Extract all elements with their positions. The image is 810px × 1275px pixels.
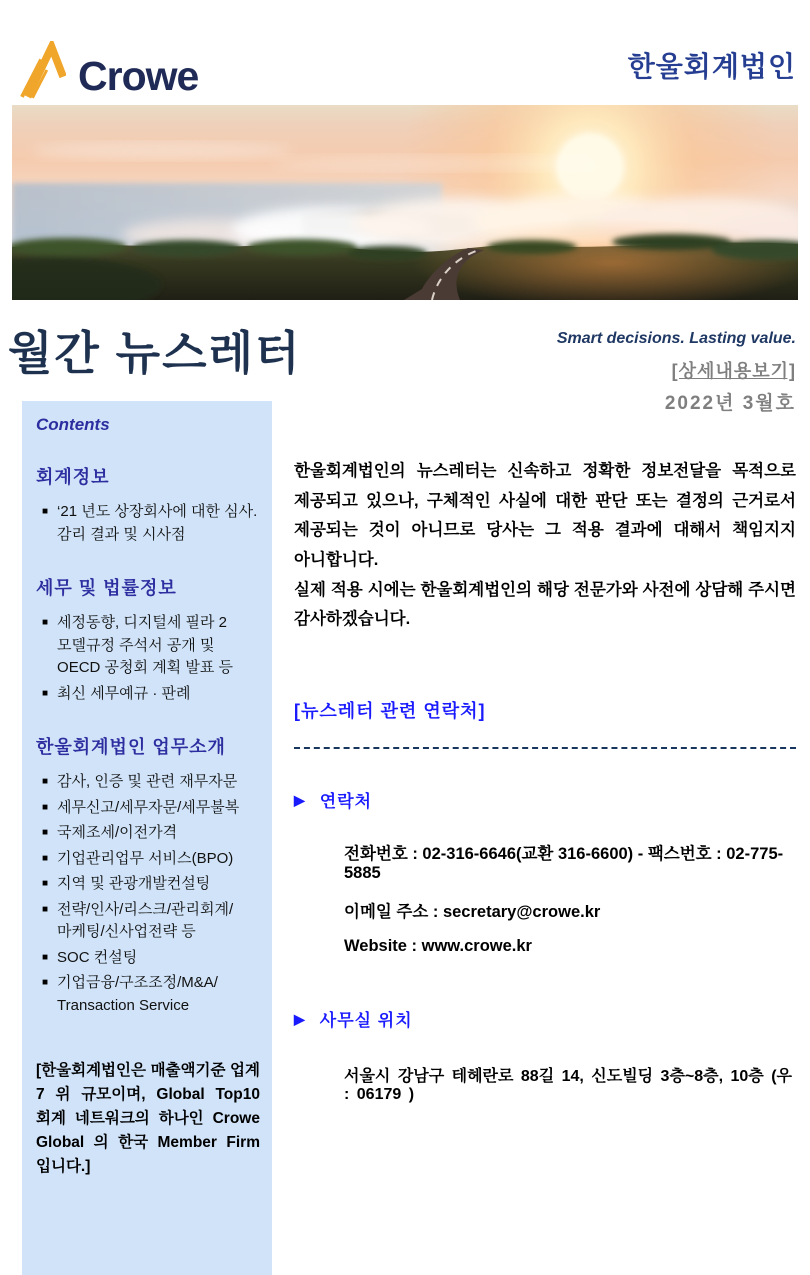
- square-bullet-icon: ■: [42, 801, 49, 813]
- list-item[interactable]: [42, 501, 260, 546]
- square-bullet-icon: ■: [42, 977, 49, 988]
- header: [0, 0, 810, 105]
- crowe-peak-icon: [20, 41, 66, 99]
- sunset-landscape-graphic: [12, 105, 798, 300]
- square-bullet-icon: ■: [42, 827, 49, 838]
- list-item[interactable]: [42, 683, 260, 706]
- sidebar-section-title: 회계정보: [36, 467, 110, 487]
- email-line: 이메일 주소 : secretary@crowe.kr: [344, 903, 601, 922]
- disclaimer-paragraph-2: 실제 적용 시에는 한울회계법인의 해당 전문가와 사전에 상담해 주시면 감사하겠습니다.: [294, 580, 796, 629]
- content-columns: [0, 401, 810, 1275]
- phone-fax-line: 전화번호 : 02-316-6646(교환 316-6600) - 팩스번호 : 02-775-5885: [344, 845, 784, 883]
- detail-view-link[interactable]: [상세내용보기]: [671, 361, 796, 381]
- sidebar-item-text: 기업관리업무 서비스(BPO): [57, 849, 234, 867]
- sidebar-item-text: 전략/인사/리스크/관리회계/ 마케팅/신사업전략 등: [57, 900, 234, 940]
- sidebar-item-text: ‘21 년도 상장회사에 대한 심사.감리 결과 및 시사점: [57, 503, 258, 543]
- main-content: [294, 401, 798, 1275]
- square-bullet-icon: ■: [42, 951, 49, 963]
- office-section-title: [294, 1006, 796, 1031]
- list-item[interactable]: [42, 848, 260, 871]
- newsletter-contact-header: [뉴스레터 관련 연락처]: [294, 701, 486, 722]
- sidebar-section-services: [36, 733, 260, 1017]
- office-address: 서울시 강남구 테헤란로 88길 14, 신도빌딩 3층~8층, 10층 (우 : 06179 ): [344, 1068, 792, 1104]
- list-item[interactable]: [42, 972, 260, 1017]
- sidebar-section-title: 세무 및 법률정보: [36, 578, 177, 598]
- page-title: 월간 뉴스레터: [8, 327, 302, 379]
- contact-details: [294, 840, 796, 956]
- sidebar-item-text: 지역 및 관광개발컨설팅: [57, 875, 211, 892]
- sidebar-section-title: 한울회계법인 업무소개: [36, 737, 226, 757]
- triangle-bullet-icon: ▶: [294, 791, 306, 808]
- sidebar-item-text: 국제조세/이전가격: [57, 824, 178, 841]
- list-item[interactable]: [42, 612, 260, 680]
- firm-description-note: [한울회계법인은 매출액기준 업계 7 위 규모이며, Global Top10 회계 네트워크의 하나인 Crowe Global 의 한국 Member Firm 입니다.]: [36, 1062, 260, 1176]
- sidebar-item-text: 세정동향, 디지털세 필라 2 모델규정 주석서 공개 및 OECD 공청회 계획 발표 등: [57, 614, 233, 676]
- square-bullet-icon: ■: [42, 903, 49, 915]
- contents-sidebar: [22, 401, 272, 1275]
- contact-section-title: [294, 787, 796, 812]
- sidebar-section-accounting: [36, 463, 260, 546]
- sidebar-item-text: 최신 세무예규 · 판례: [57, 684, 191, 702]
- contents-label: Contents: [36, 415, 110, 434]
- square-bullet-icon: ■: [42, 878, 49, 889]
- dashed-divider: [294, 747, 796, 749]
- square-bullet-icon: ■: [42, 776, 49, 787]
- firm-name: 한울회계법인: [627, 51, 796, 82]
- triangle-bullet-icon: ▶: [294, 1010, 306, 1027]
- crowe-logo: [20, 41, 198, 99]
- list-item[interactable]: [42, 797, 260, 820]
- issue-label: 2022년 3월호: [664, 393, 796, 414]
- sidebar-item-text: 세무신고/세무자문/세무불복: [57, 798, 240, 816]
- sidebar-section-tax-legal: [36, 574, 260, 705]
- square-bullet-icon: ■: [42, 506, 49, 517]
- square-bullet-icon: ■: [42, 617, 49, 628]
- sidebar-item-text: 기업금융/구조조정/M&A/ Transaction Service: [57, 974, 218, 1014]
- square-bullet-icon: ■: [42, 687, 49, 699]
- sidebar-item-text: 감사, 인증 및 관련 재무자문: [57, 773, 238, 790]
- sidebar-item-text: SOC 컨설팅: [57, 948, 138, 966]
- hero-image: [12, 105, 798, 300]
- list-item[interactable]: [42, 822, 260, 845]
- website-line: Website : www.crowe.kr: [344, 937, 532, 956]
- brand-tagline: Smart decisions. Lasting value.: [556, 330, 796, 347]
- masthead: [0, 300, 810, 414]
- disclaimer-paragraph-1: 한울회계법인의 뉴스레터는 신속하고 정확한 정보전달을 목적으로 제공되고 있으나, 구체적인 사실에 대한 판단 또는 결정의 근거로서 제공되는 것이 아니므로 당사는 그 적용 결과에 대해서 책임지지 아니합니다.: [294, 462, 796, 570]
- list-item[interactable]: [42, 873, 260, 896]
- contact-section-label: 연락처: [319, 792, 373, 812]
- square-bullet-icon: ■: [42, 852, 49, 864]
- office-section-label: 사무실 위치: [319, 1011, 413, 1031]
- crowe-wordmark: Crowe: [78, 53, 199, 99]
- list-item[interactable]: [42, 899, 260, 944]
- list-item[interactable]: [42, 947, 260, 970]
- list-item[interactable]: [42, 771, 260, 794]
